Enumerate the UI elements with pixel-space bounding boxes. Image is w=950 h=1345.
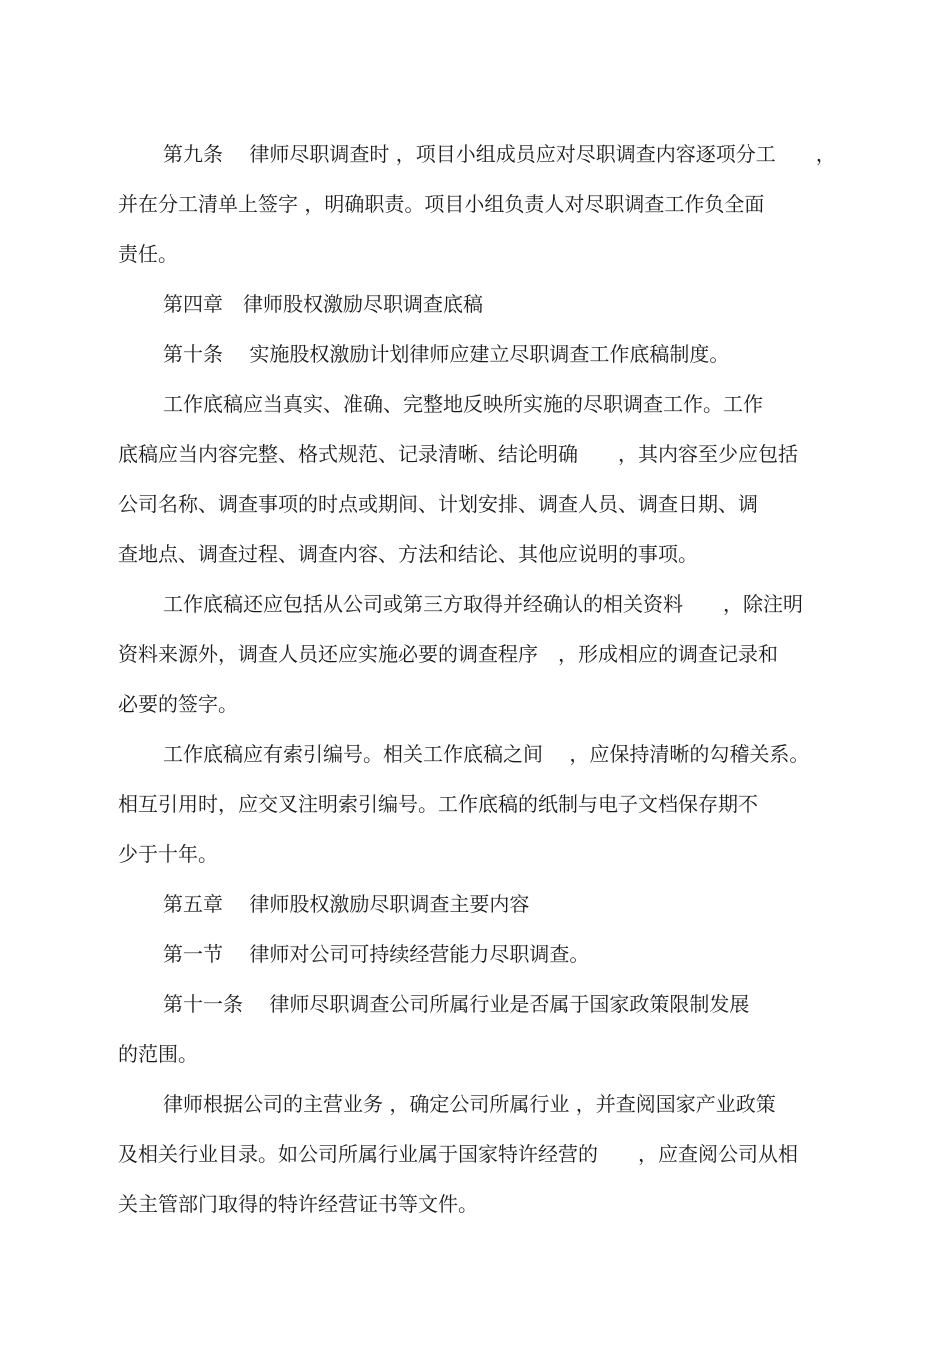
- paragraph-workpaper-1-line-2: 底稿应当内容完整、格式规范、记录清晰、结论明确 ，其内容至少应包括: [118, 442, 798, 466]
- paragraph-workpaper-1-line-3: 公司名称、调查事项的时点或期间、计划安排、调查人员、调查日期、调: [118, 492, 758, 516]
- paragraph-workpaper-3-line-2: 相互引用时，应交叉注明索引编号。工作底稿的纸制与电子文档保存期不: [118, 792, 758, 816]
- paragraph-industry-line-2: 及相关行业目录。如公司所属行业属于国家特许经营的 ，应查阅公司从相: [118, 1142, 798, 1166]
- paragraph-workpaper-1-line-4: 查地点、调查过程、调查内容、方法和结论、其他应说明的事项。: [118, 542, 698, 566]
- paragraph-workpaper-2-line-3: 必要的签字。: [118, 692, 238, 716]
- chapter-5-heading: 第五章 律师股权激励尽职调查主要内容: [163, 892, 530, 916]
- chapter-4-heading: 第四章 律师股权激励尽职调查底稿: [163, 292, 483, 316]
- paragraph-article-10: 第十条 实施股权激励计划律师应建立尽职调查工作底稿制度。: [163, 342, 730, 366]
- paragraph-workpaper-3-line-1: 工作底稿应有索引编号。相关工作底稿之间 ，应保持清晰的勾稽关系。: [163, 742, 810, 766]
- paragraph-workpaper-2-line-1: 工作底稿还应包括从公司或第三方取得并经确认的相关资料 ，除注明: [163, 592, 803, 616]
- paragraph-workpaper-3-line-3: 少于十年。: [118, 842, 218, 866]
- paragraph-article-9-line-1: 第九条 律师尽职调查时 ，项目小组成员应对尽职调查内容逐项分工 ，: [163, 142, 836, 166]
- paragraph-workpaper-2-line-2: 资料来源外，调查人员还应实施必要的调查程序 ，形成相应的调查记录和: [118, 642, 778, 666]
- paragraph-article-11-line-2: 的范围。: [118, 1042, 198, 1066]
- paragraph-article-11-line-1: 第十一条 律师尽职调查公司所属行业是否属于国家政策限制发展: [163, 992, 750, 1016]
- section-1-heading: 第一节 律师对公司可持续经营能力尽职调查。: [163, 942, 590, 966]
- paragraph-industry-line-1: 律师根据公司的主营业务 ，确定公司所属行业 ，并查阅国家产业政策: [163, 1092, 776, 1116]
- paragraph-workpaper-1-line-1: 工作底稿应当真实、准确、完整地反映所实施的尽职调查工作。工作: [163, 392, 763, 416]
- paragraph-article-9-line-2: 并在分工清单上签字 ，明确职责。项目小组负责人对尽职调查工作负全面: [118, 192, 765, 216]
- paragraph-article-9-line-3: 责任。: [118, 242, 178, 266]
- paragraph-industry-line-3: 关主管部门取得的特许经营证书等文件。: [118, 1192, 478, 1216]
